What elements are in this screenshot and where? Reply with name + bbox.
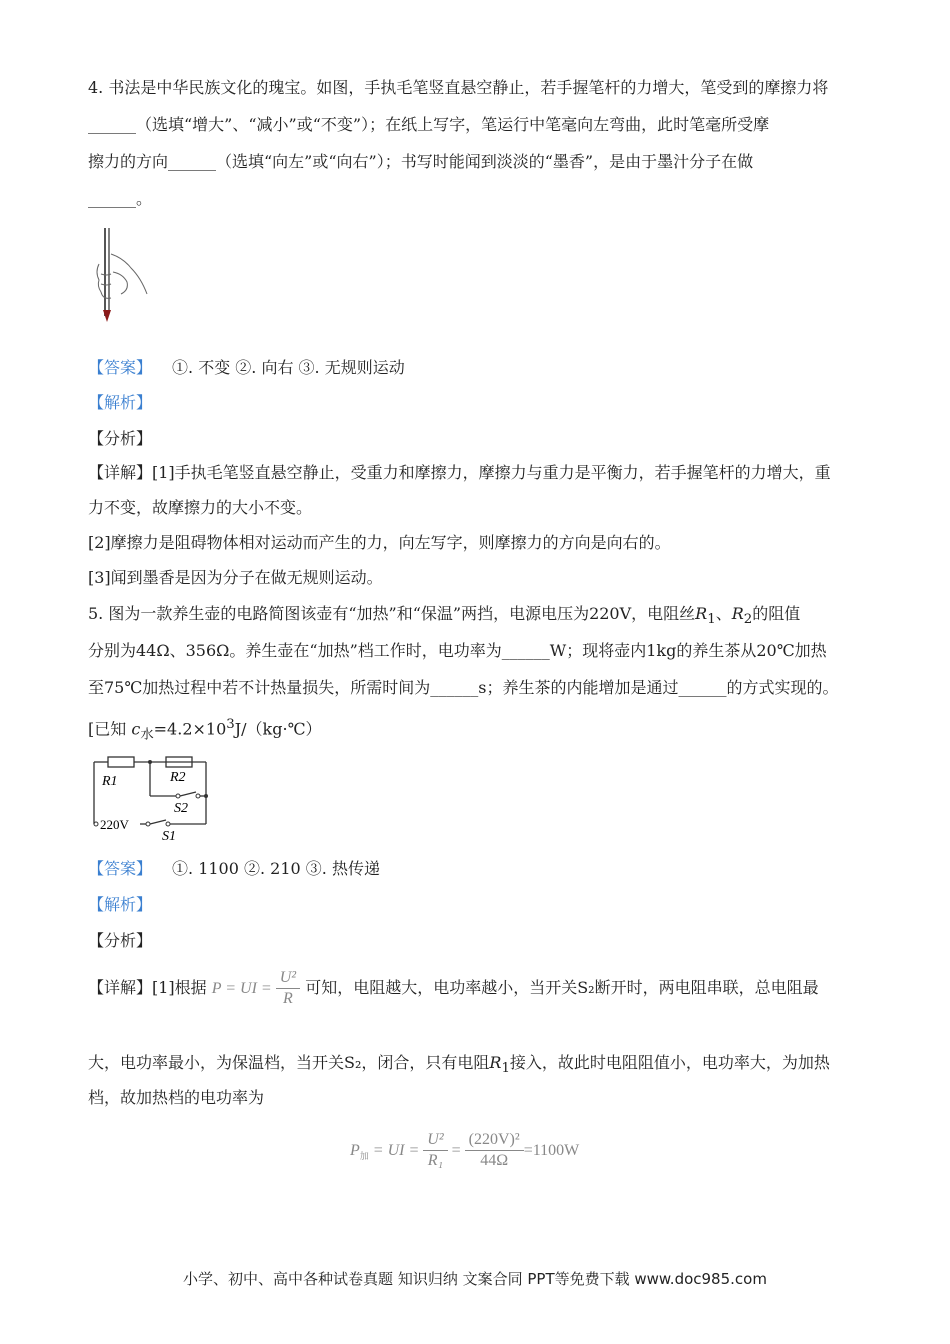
fraction-numerator: U² [276,968,300,989]
q5-line-1 [88,603,800,631]
specific-heat-unit: J/（kg·℃） [234,719,322,739]
q5-line-3: 至75℃加热过程中若不计热量损失，所需时间为______s；养生茶的内能增加是通过______的方式实现的。 [88,678,839,697]
eq-num-1: U² [423,1130,447,1151]
label-220v: 220V [100,817,129,832]
q4-line-4: ______。 [88,189,153,208]
q5-detail-3: 档，故加热档的电功率为 [88,1088,265,1107]
q5-line-2: 分别为44Ω、356Ω。养生壶在“加热”档工作时，电功率为______W；现将壶内1kg的养生茶从20℃加热 [88,641,827,660]
power-formula-fraction [276,968,300,1009]
q5-fenxi: 【分析】 [88,931,153,950]
q4-detail-3: [2]摩擦力是阻碍物体相对运动而产生的力，向左写字，则摩擦力的方向是向右的。 [88,533,671,552]
q5-detail-2 [88,1052,830,1080]
r2-symbol: R [731,604,744,623]
resistor-r1 [108,757,134,767]
r1-symbol: R [489,1053,502,1072]
specific-heat-value: =4.2×10 [153,719,227,739]
q5-analysis-tag: 【解析】 [88,895,153,914]
label-r1: R1 [102,774,118,789]
brush-hand-figure [93,224,153,324]
switch-s2 [180,792,196,796]
eq-fraction-2 [465,1130,524,1171]
eq-den-1: R₁ [427,1152,444,1169]
q4-line-2: ______（选填“增大”、“减小”或“不变”）；在纸上写字，笔运行中笔毫向左弯曲，此时笔毫所受摩 [88,115,770,134]
eq-p-subscript: 加 [359,1151,369,1162]
specific-heat-subscript: 水 [140,727,154,743]
q5-answer [88,858,380,880]
answer-tag: 【答案】 [88,358,153,377]
eq-result: =1100W [523,1142,580,1159]
detail-2-text: 大，电功率最小，为保温档，当开关S₂，闭合，只有电阻 [88,1053,490,1072]
q5-detail-1 [88,967,819,1010]
label-s2: S2 [174,801,188,816]
q4-fenxi: 【分析】 [88,429,153,448]
eq-p: P [350,1142,360,1159]
q4-detail-4: [3]闻到墨香是因为分子在做无规则运动。 [88,568,383,587]
label-s1: S1 [162,829,176,842]
eq-ui: = UI = [368,1142,424,1159]
answer-text: ①. 1100 ②. 210 ③. 热传递 [172,859,380,878]
eq-den-2: 44Ω [480,1152,509,1169]
power-formula-lhs: P = UI = [211,980,276,997]
q5-line-1-end: 的阻值 [752,604,801,623]
r1-subscript: 1 [501,1061,510,1077]
q4-line-3: 擦力的方向______（选填“向左”或“向右”）；书写时能闻到淡淡的“墨香”，是由于墨汁分子在做 [88,152,754,171]
page-footer: 小学、初中、高中各种试卷真题 知识归纳 文案合同 PPT等免费下载 www.doc985.com [183,1270,767,1288]
q4-detail-1: 【详解】[1]手执毛笔竖直悬空静止，受重力和摩擦力，摩擦力与重力是平衡力，若手握笔杆的力增大，重 [88,463,831,482]
exponent: 3 [226,717,235,732]
detail-2-end: 接入，故此时电阻阻值小，电功率大，为加热 [509,1053,830,1072]
eq-num-2: (220V)² [465,1130,524,1151]
label-r2: R2 [170,770,186,785]
heating-power-equation [350,1128,579,1178]
answer-text: ①. 不变 ②. 向右 ③. 无规则运动 [172,358,405,377]
circuit-diagram [88,752,218,842]
separator: 、 [715,604,732,623]
r1-symbol: R [695,604,708,623]
detail-post: 可知，电阻越大，电功率越小，当开关S₂断开时，两电阻串联，总电阻最 [305,978,819,997]
q5-line-4 [88,714,321,747]
q5-line-1-text: 5. 图为一款养生壶的电路简图该壶有“加热”和“保温”两挡，电源电压为220V，电阻丝 [88,604,696,623]
detail-prefix: 【详解】[1]根据 [88,978,207,997]
q4-line-1: 4. 书法是中华民族文化的瑰宝。如图，手执毛笔竖直悬空静止，若手握笔杆的力增大，笔受到的摩擦力将 [88,78,829,97]
eq-equals: = [447,1142,465,1159]
q4-answer [88,357,405,379]
answer-tag: 【答案】 [88,859,153,878]
eq-fraction-1 [423,1130,447,1171]
switch-s1 [150,820,166,824]
r2-subscript: 2 [743,612,753,628]
given-prefix: [已知 [88,719,132,739]
q4-detail-2: 力不变，故摩擦力的大小不变。 [88,498,313,517]
q4-analysis-tag: 【解析】 [88,393,153,412]
fraction-denominator: R [283,990,293,1007]
specific-heat-symbol: c [131,719,141,739]
r1-subscript: 1 [707,612,716,628]
